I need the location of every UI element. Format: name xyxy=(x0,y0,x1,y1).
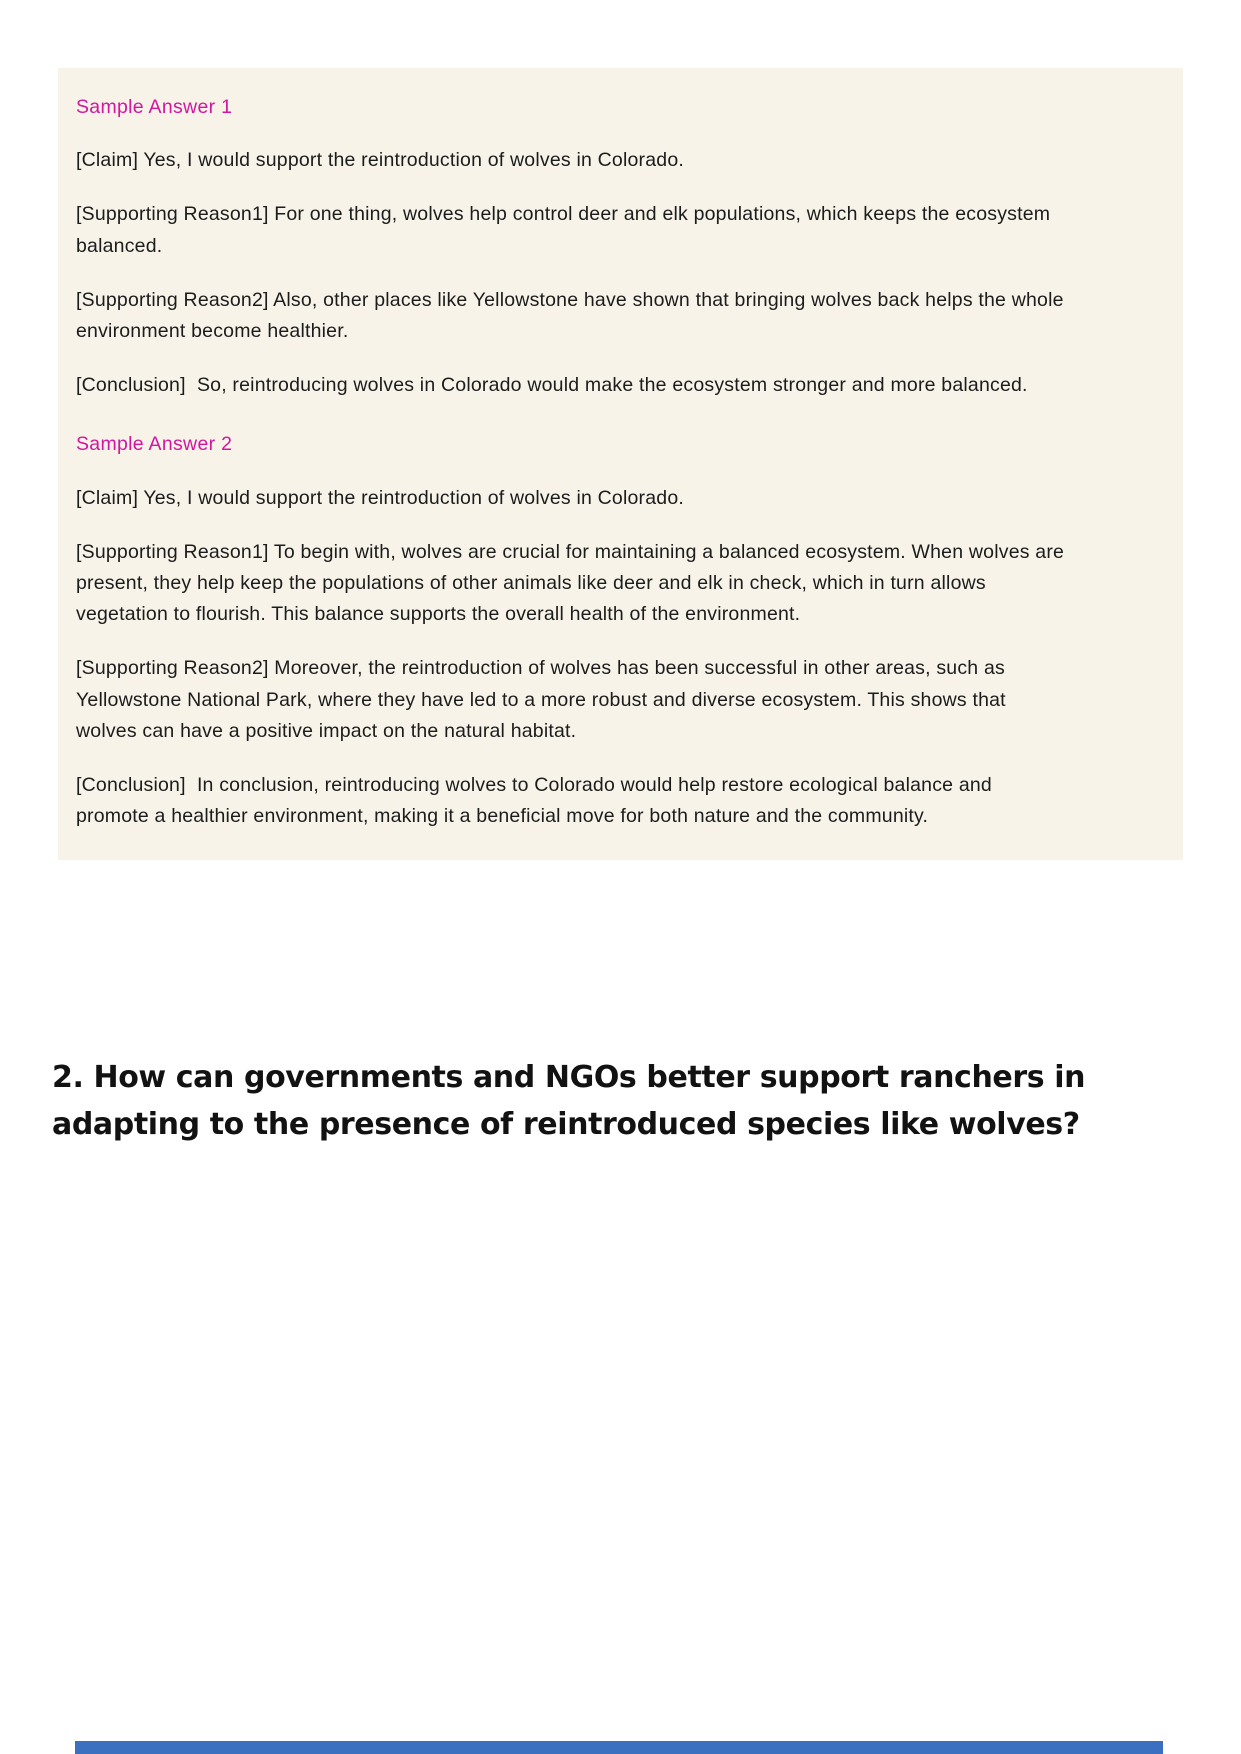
question-2-heading: 2. How can governments and NGOs better support ranchers in adapting to the presence of reintroduced species like wolves? xyxy=(52,1060,1086,1142)
footer-bar xyxy=(75,1741,1163,1754)
sample2-claim-paragraph: [Claim] Yes, I would support the reintroduction of wolves in Colorado. xyxy=(76,486,684,509)
sample2-conclusion-paragraph: [Conclusion] In conclusion, reintroducing wolves to Colorado would help restore ecological balance and promote a healthier environment, making it a beneficial move for both nature and the community. xyxy=(76,773,998,828)
sample1-claim-paragraph: [Claim] Yes, I would support the reintroduction of wolves in Colorado. xyxy=(76,149,684,172)
sample-answer-2-title: Sample Answer 2 xyxy=(76,433,233,456)
sample1-reason2-paragraph: [Supporting Reason2] Also, other places like Yellowstone have shown that bringing wolves back helps the whole environment become healthier. xyxy=(76,288,1070,342)
sample1-reason1-paragraph: [Supporting Reason1] For one thing, wolves help control deer and elk populations, which keeps the ecosystem balanced. xyxy=(76,203,1056,257)
sample2-reason1-paragraph: [Supporting Reason1] To begin with, wolves are crucial for maintaining a balanced ecosystem. When wolves are present, they help keep the populations of other animals like deer and elk in check, which in turn allows vegetation to flourish. This balance supports the overall health of the environment. xyxy=(76,540,1070,626)
sample1-conclusion-paragraph: [Conclusion] So, reintroducing wolves in Colorado would make the ecosystem stronger and more balanced. xyxy=(76,374,1028,397)
sample-answers-box xyxy=(58,68,1183,860)
sample-answer-1-title: Sample Answer 1 xyxy=(76,96,233,118)
sample2-reason2-paragraph: [Supporting Reason2] Moreover, the reintroduction of wolves has been successful in other areas, such as Yellowstone National Park, where they have led to a more robust and diverse ecosystem. This shows that wolves can have a positive impact on the natural habitat. xyxy=(76,657,1012,742)
